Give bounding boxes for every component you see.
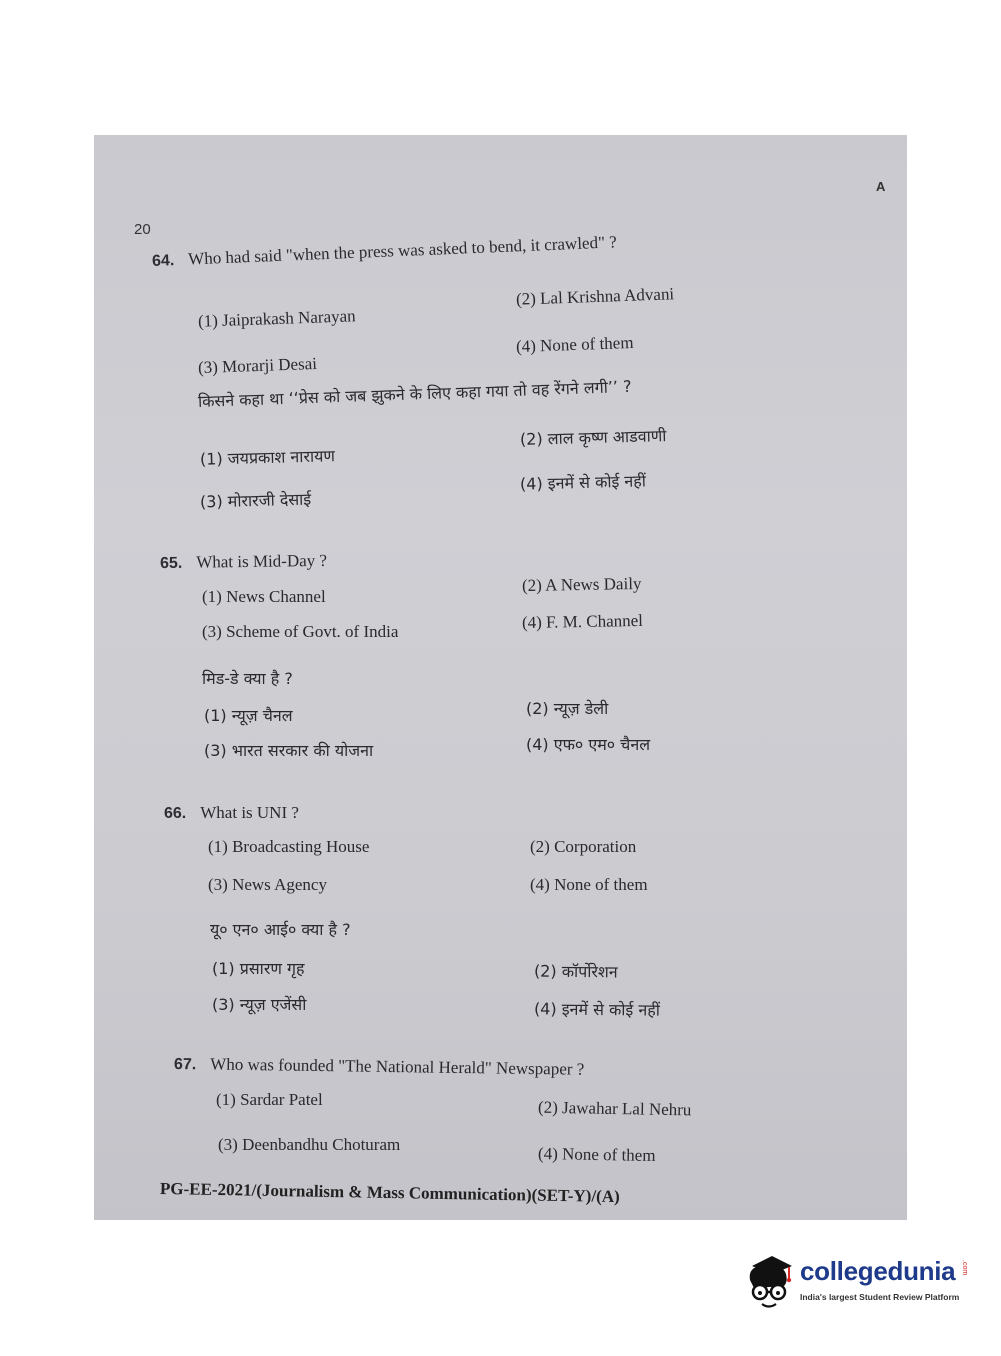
question-text-hindi: यू० एन० आई० क्या है ? [210,920,351,939]
question-text: Who had said "when the press was asked to bend, it crawled" ? [187,232,618,269]
page-number: 20 [134,221,151,238]
question-number: 67. [173,1056,197,1074]
option-1-hindi: (1) जयप्रकाश नारायण [199,446,336,469]
option-4-hindi: (4) इनमें से कोई नहीं [533,999,661,1020]
option-3: (3) Morarji Desai [197,353,318,378]
logo-tagline: India's largest Student Review Platform [800,1292,960,1302]
option-1-hindi: (1) न्यूज़ चैनल [204,706,293,725]
question-number: 64. [151,252,175,270]
question-number: 66. [164,805,187,822]
option-4: (4) None of them [515,332,634,357]
question-text: What is UNI ? [200,803,299,822]
option-2: (2) Lal Krishna Advani [515,284,675,309]
option-3: (3) Scheme of Govt. of India [202,622,399,641]
exam-footer-code: PG-EE-2021/(Journalism & Mass Communication)(SET-Y)/(A) [159,1179,620,1207]
option-1: (1) Jaiprakash Narayan [197,306,356,331]
logo-wordmark: collegedunia [800,1256,956,1286]
question-66 [164,803,299,823]
option-1-hindi: (1) प्रसारण गृह [212,959,305,978]
option-1: (1) Sardar Patel [216,1090,323,1109]
option-2: (2) A News Daily [521,573,642,596]
option-2: (2) Corporation [530,837,637,856]
corner-mark: A [876,179,886,194]
question-67 [174,1054,585,1080]
option-4: (4) None of them [537,1143,656,1166]
question-text: Who was founded "The National Herald" Newspaper ? [210,1054,585,1079]
question-number: 65. [159,554,183,573]
question-text-hindi: मिड-डे क्या है ? [202,669,293,688]
question-64 [152,232,618,271]
option-2: (2) Jawahar Lal Nehru [537,1097,692,1120]
option-4-hindi: (4) इनमें से कोई नहीं [519,471,647,494]
option-4: (4) None of them [530,875,648,894]
option-3-hindi: (3) मोरारजी देसाई [199,489,312,512]
option-2-hindi: (2) न्यूज़ डेली [526,699,609,718]
question-text: What is Mid-Day ? [196,550,328,572]
option-1: (1) Broadcasting House [208,837,370,856]
collegedunia-logo [742,1250,972,1320]
student-mascot-icon [742,1252,798,1314]
option-3: (3) Deenbandhu Choturam [218,1135,401,1154]
option-3: (3) News Agency [208,875,327,894]
option-3-hindi: (3) न्यूज़ एजेंसी [212,995,307,1014]
exam-page-photo [94,135,907,1220]
logo-domain-suffix: .com [961,1260,968,1276]
option-4-hindi: (4) एफ० एम० चैनल [526,735,651,754]
option-2-hindi: (2) लाल कृष्ण आडवाणी [519,426,667,449]
option-4: (4) F. M. Channel [521,610,644,633]
option-2-hindi: (2) कॉर्पोरेशन [533,961,618,982]
question-65 [160,551,327,573]
option-1: (1) News Channel [202,587,326,606]
question-text-hindi: किसने कहा था ‘‘प्रेस को जब झुकने के लिए कहा गया तो वह रेंगने लगी’’ ? [197,376,632,411]
option-3-hindi: (3) भारत सरकार की योजना [204,741,374,760]
